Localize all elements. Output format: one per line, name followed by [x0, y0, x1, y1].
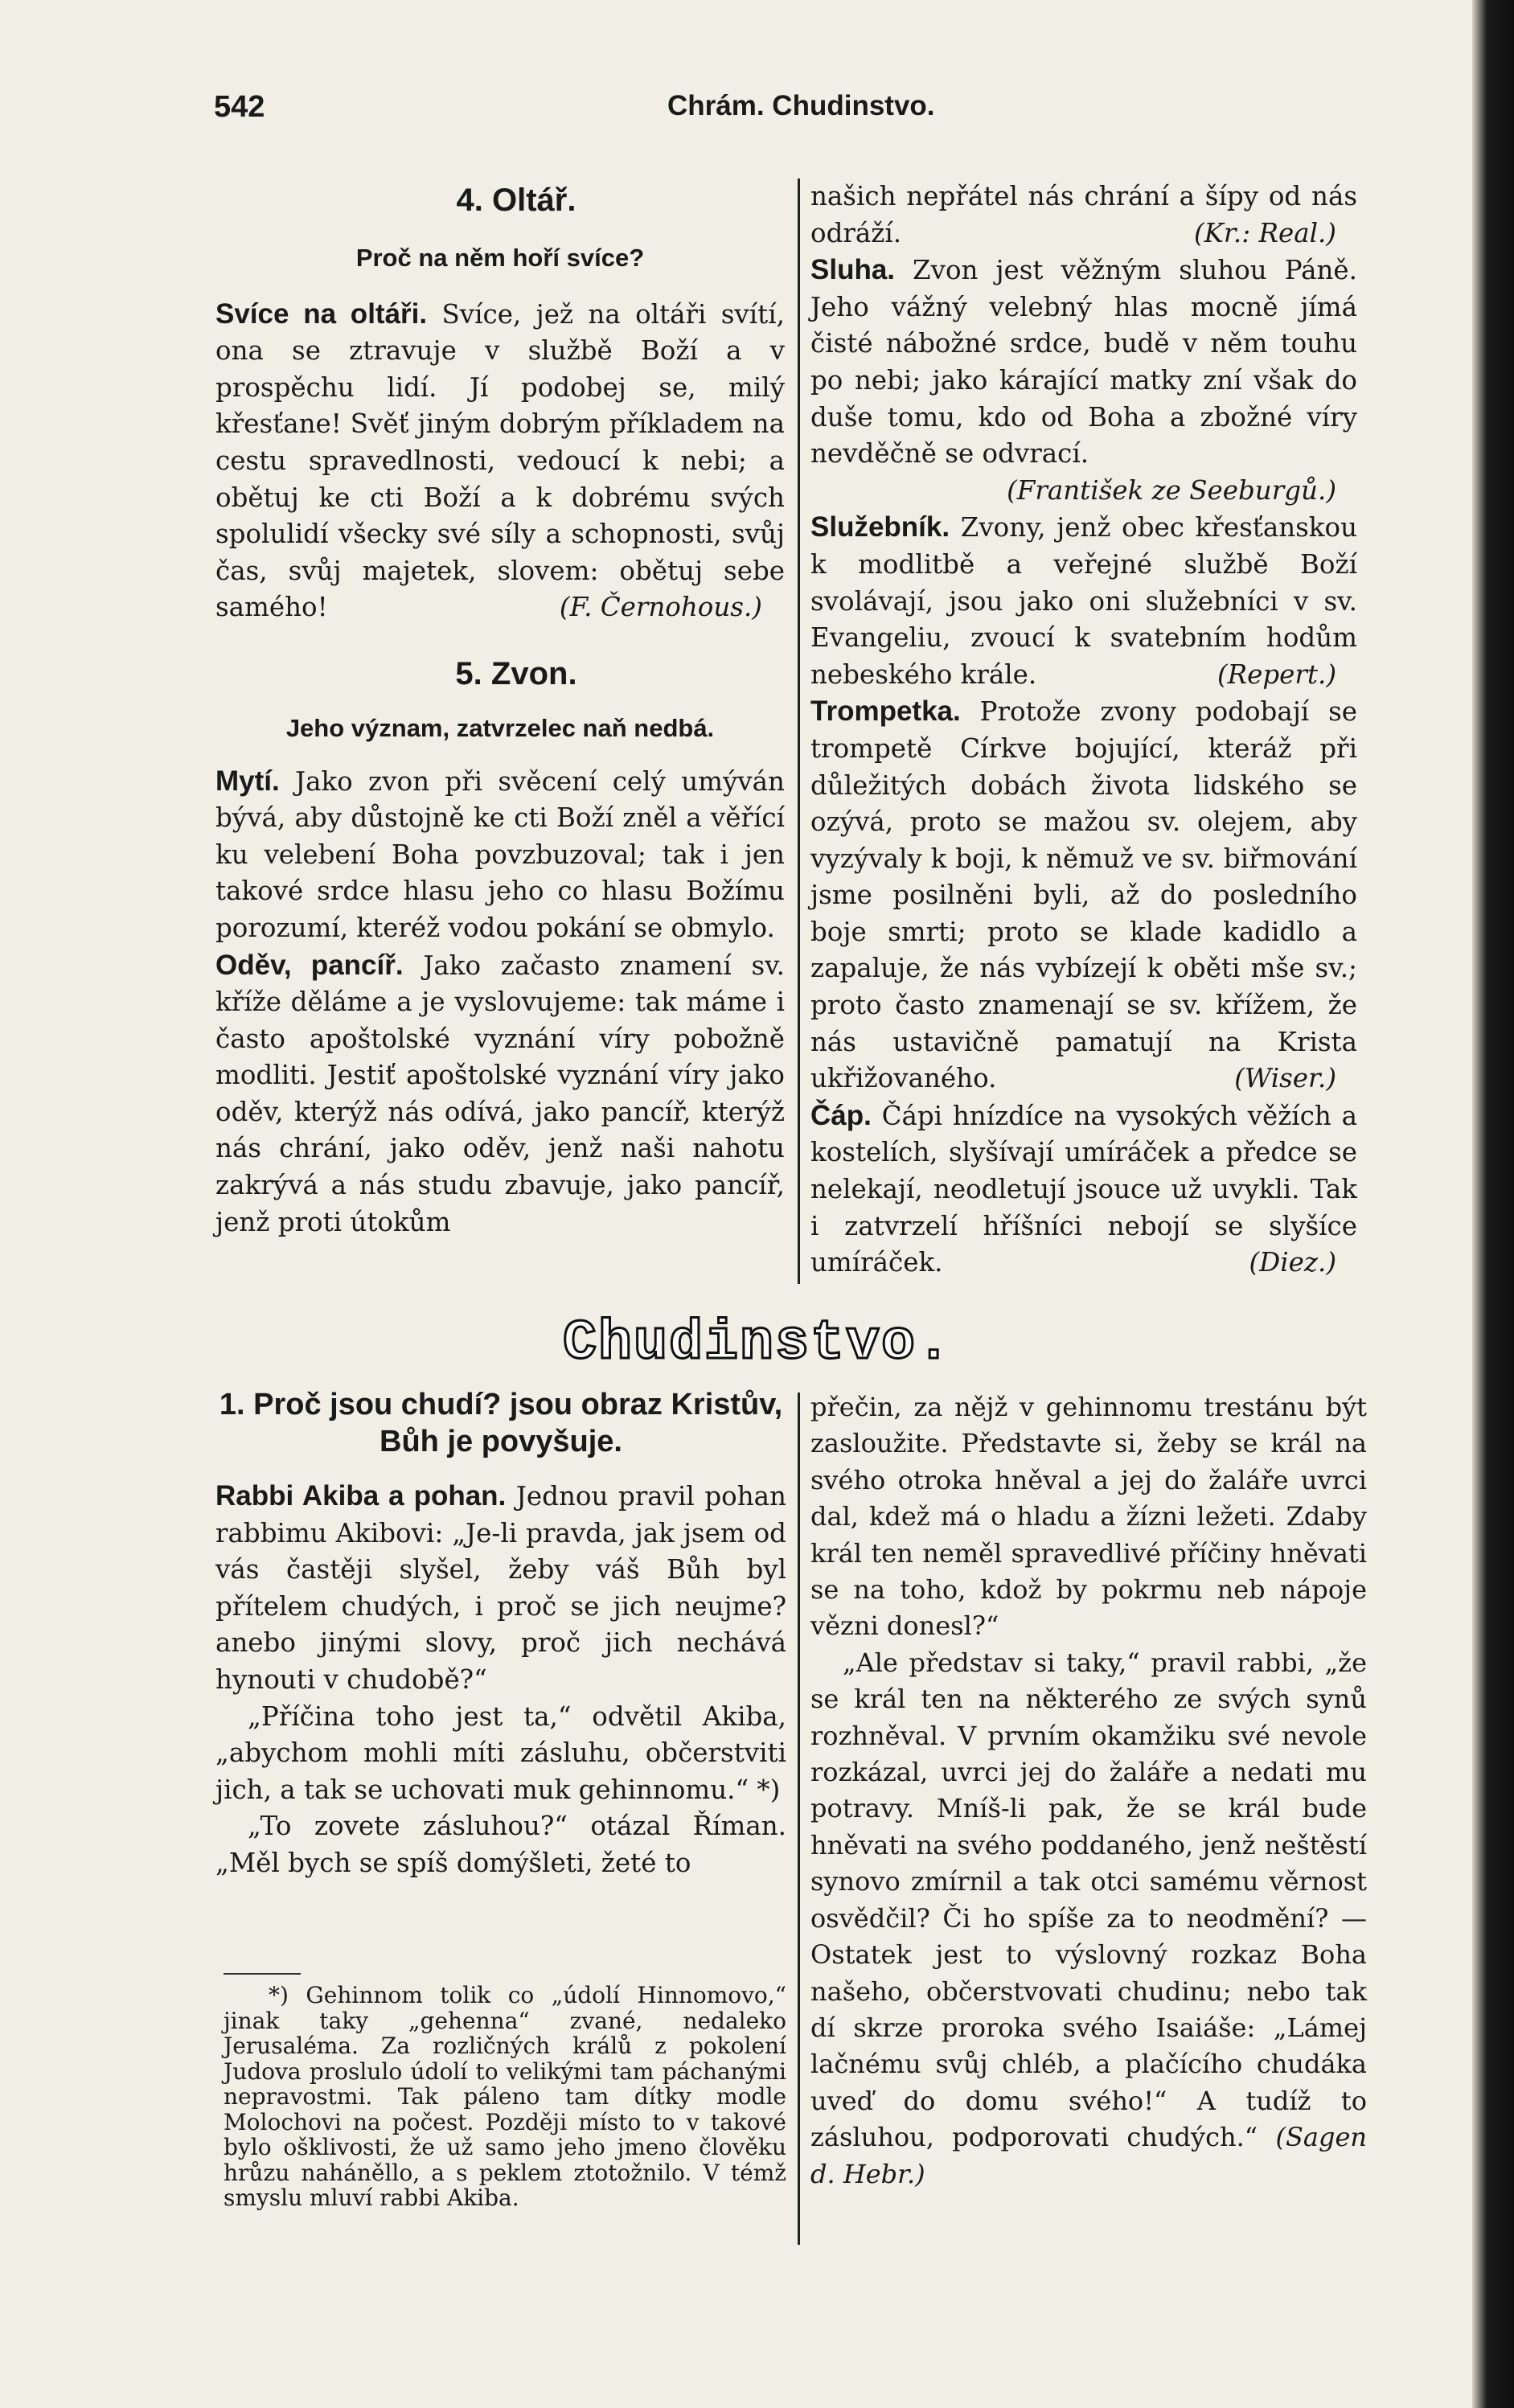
text-ale-predstav: „Ale představ si taky,“ pravil rabbi, „že se král ten na některého ze svých synů rozhněval. V prvním okamžiku své nevole rozkázal, uvrci jej do žaláře a nedati mu potravy. Mníš-li pak, že se král bude hněvati na svého poddaného, jenž neštěstí synovo zmírnil a tak otci samému věrnost osvědčil? Či ho spíše za to neodmění? — Ostatek jest to výslovný rozkaz Boha našeho, občerstvovati chudinu; nebo tak dí skrze proroka svého Isaiáše: „Lámej lačnému svůj chléb, a plačícího chudáka uveď do domu svého!“ A tudíž to zásluhou, podporovati chudých.“ [810, 1647, 1367, 2153]
paragraph-akiba [215, 1478, 786, 1699]
paragraph-trompetka [810, 693, 1357, 1097]
column-divider-upper [798, 178, 800, 1284]
paragraph-svice [215, 296, 785, 626]
footnote-rule [224, 1973, 301, 1975]
text-svice: Svíce, jež na oltáři svítí, ona se ztravuje v službě Boží a v prospěchu lidí. Jí podobej se, milý křesťane! Svěť jiným dobrým příkladem na cestu spravedlnosti, vedoucí k nebi; a obětuj ke cti Boží a k dobrému svých spolulidí všecky své síly a schopnosti, svůj čas, svůj majetek, slovem: obětuj sebe samého! [215, 298, 785, 623]
heading-zvon: 5. Zvon. [455, 655, 577, 691]
text-pricina: „Příčina toho jest ta,“ odvětil Akiba, „abychom mohli míti zásluhu, občerstviti jich, a tak se uchovati muk gehinnomu.“ *) [215, 1700, 786, 1805]
keyword-myti: Mytí. [215, 765, 280, 797]
page-number: 542 [214, 90, 265, 124]
column-divider-lower [798, 1393, 800, 2245]
keyword-rabbi-akiba: Rabbi Akiba a pohan. [215, 1480, 507, 1512]
question-oltar: Proč na něm hoří svíce? [355, 244, 645, 272]
paragraph-pricina [215, 1699, 786, 1809]
text-cap: Čápi hnízdíce na vysokých věžích a kostelích, slyšívají umíráček a předce se nelekají, neodletují jsouce už uvykli. Tak i zatvrzelí hříšníci nebojí se slyšíce umíráček. [810, 1100, 1357, 1278]
text-trompetka: Protože zvony podobají se trompetě Církve bojující, kteráž při důležitých dobách života lidského se ozývá, proto se mažou sv. olejem, aby vyzývaly k boji, k němuž ve sv. biřmování jsme posilněni byli, až do posledního boje smrti; proto se klade kadidlo a zapaluje, že nás vybízejí k oběti mše sv.; proto často znamenají se sv. křížem, že nás ustavičně pamatují na Krista ukřižovaného. [810, 696, 1357, 1094]
upper-right-column [810, 178, 1357, 1282]
keyword-sluzebnik: Služebník. [810, 511, 950, 544]
paragraph-nepratel [810, 178, 1357, 252]
paragraph-sluha [810, 252, 1357, 473]
keyword-cap: Čáp. [810, 1099, 872, 1131]
section-title-chudinstvo: Chudinstvo. [563, 1312, 953, 1376]
text-sluzebnik: Zvony, jenž obec křesťanskou k modlitbě a veřejné službě Boží svolávají, jsou jako oni služebníci v sv. Evangeliu, zvoucí k svatebním hodům nebeského krále. [810, 512, 1357, 690]
paragraph-precin [810, 1389, 1367, 1645]
paragraph-sluzebnik [810, 509, 1357, 693]
page-edge-shadow [1472, 0, 1514, 2408]
running-title: Chrám. Chudinstvo. [667, 90, 935, 121]
keyword-odev: Oděv, pancíř. [215, 949, 404, 981]
question-zvon: Jeho význam, zatvrzelec naň nedbá. [285, 713, 715, 742]
paragraph-odev [215, 947, 785, 1241]
text-precin: přečin, za nějž v gehinnomu trestánu být zasloužite. Představte si, žeby se král na svého otroka hněval a jej do žaláře uvrci dal, kdež má o hladu a žízni ležeti. Zdaby král ten neměl spravedlivé příčiny hněvati se na toho, kdož by pokrmu neb nápoje vězni donesl?“ [810, 1392, 1367, 1642]
source-repert: (Repert.) [1217, 658, 1336, 690]
paragraph-ale-predstav [810, 1645, 1367, 2193]
text-sluha: Zvon jest věžným sluhou Páně. Jeho vážný velebný hlas mocně jímá čisté nábožné srdce, budě v něm touhu po nebi; jako kárající matky zní však do duše tomu, kdo od Boha a zbožné víry nevděčně se odvrací. [810, 255, 1357, 470]
paragraph-cap [810, 1097, 1357, 1282]
upper-left-column [215, 178, 785, 1241]
source-wiser: (Wiser.) [1234, 1063, 1336, 1094]
keyword-svice: Svíce na oltáři. [215, 297, 428, 330]
heading-proc-jsou-chudi: 1. Proč jsou chudí? jsou obraz Kristův, Bůh je povyšuje. [219, 1388, 783, 1458]
paragraph-myti [215, 763, 785, 947]
lower-left-column [215, 1386, 786, 1882]
footnote-text: *) Gehinnom tolik co „údolí Hinnomovo,“ jinak taky „gehenna“ zvané, nedaleko Jerusaléma. Za rozličných králů z pokolení Judova proslulo údolí to velikými tam páchanými nepravostmi. Tak páleno tam dítky modle Molochovi na počest. Později místo to v takové bylo ošklivosti, že už samo jeho jmeno člověku hrůzu naháněllo, a s peklem ztotožnilo. V témž smyslu mluví rabbi Akiba. [224, 1982, 786, 2211]
source-kr-real: (Kr.: Real.) [1193, 217, 1336, 248]
keyword-trompetka: Trompetka. [810, 695, 961, 728]
source-diez: (Diez.) [1249, 1247, 1336, 1278]
lower-right-column [810, 1389, 1367, 2193]
keyword-sluha: Sluha. [810, 254, 896, 286]
source-cernohous: (F. Černohous.) [559, 592, 762, 623]
source-sagen-hebr: (Sagen d. Hebr.) [810, 2122, 1368, 2189]
text-myti: Jako zvon při svěcení celý umýván bývá, aby důstojně ke cti Boží zněl a věřící ku velebení Boha povzbuzoval; tak i jen takové srdce hlasu jeho co hlasu Božímu porozumí, kteréž vodou pokání se obmylo. [215, 765, 785, 943]
text-akiba: Jednou pravil pohan rabbimu Akibovi: „Je-li pravda, jak jsem od vás častěji slyšel, žeby váš Bůh byl přítelem chudých, i proč se jich neujme? anebo jinými slovy, proč jich nechává hynouti v chudobě?“ [215, 1481, 786, 1695]
text-nepratel: našich nepřátel nás chrání a šípy od nás odráží. [810, 181, 1357, 248]
text-odev: Jako začasto znamení sv. kříže děláme a je vyslovujeme: tak máme i často apoštolské vyznání víry pobožně modliti. Jestiť apoštolské vyznání víry jako oděv, kterýž nás odívá, jako pancíř, kterýž nás chrání, jako oděv, jenž naši nahotu zakrývá a nás studu zbavuje, jako pancíř, jenž proti útokům [215, 950, 785, 1237]
footnote-gehinnom [224, 1983, 786, 2211]
heading-oltar: 4. Oltář. [456, 183, 576, 218]
text-zovete: „To zovete zásluhou?“ otázal Říman. „Měl bych se spíš domýšleti, žeté to [215, 1811, 786, 1878]
source-seeburgu: (František ze Seeburgů.) [1007, 474, 1336, 506]
paragraph-zovete [215, 1808, 786, 1881]
